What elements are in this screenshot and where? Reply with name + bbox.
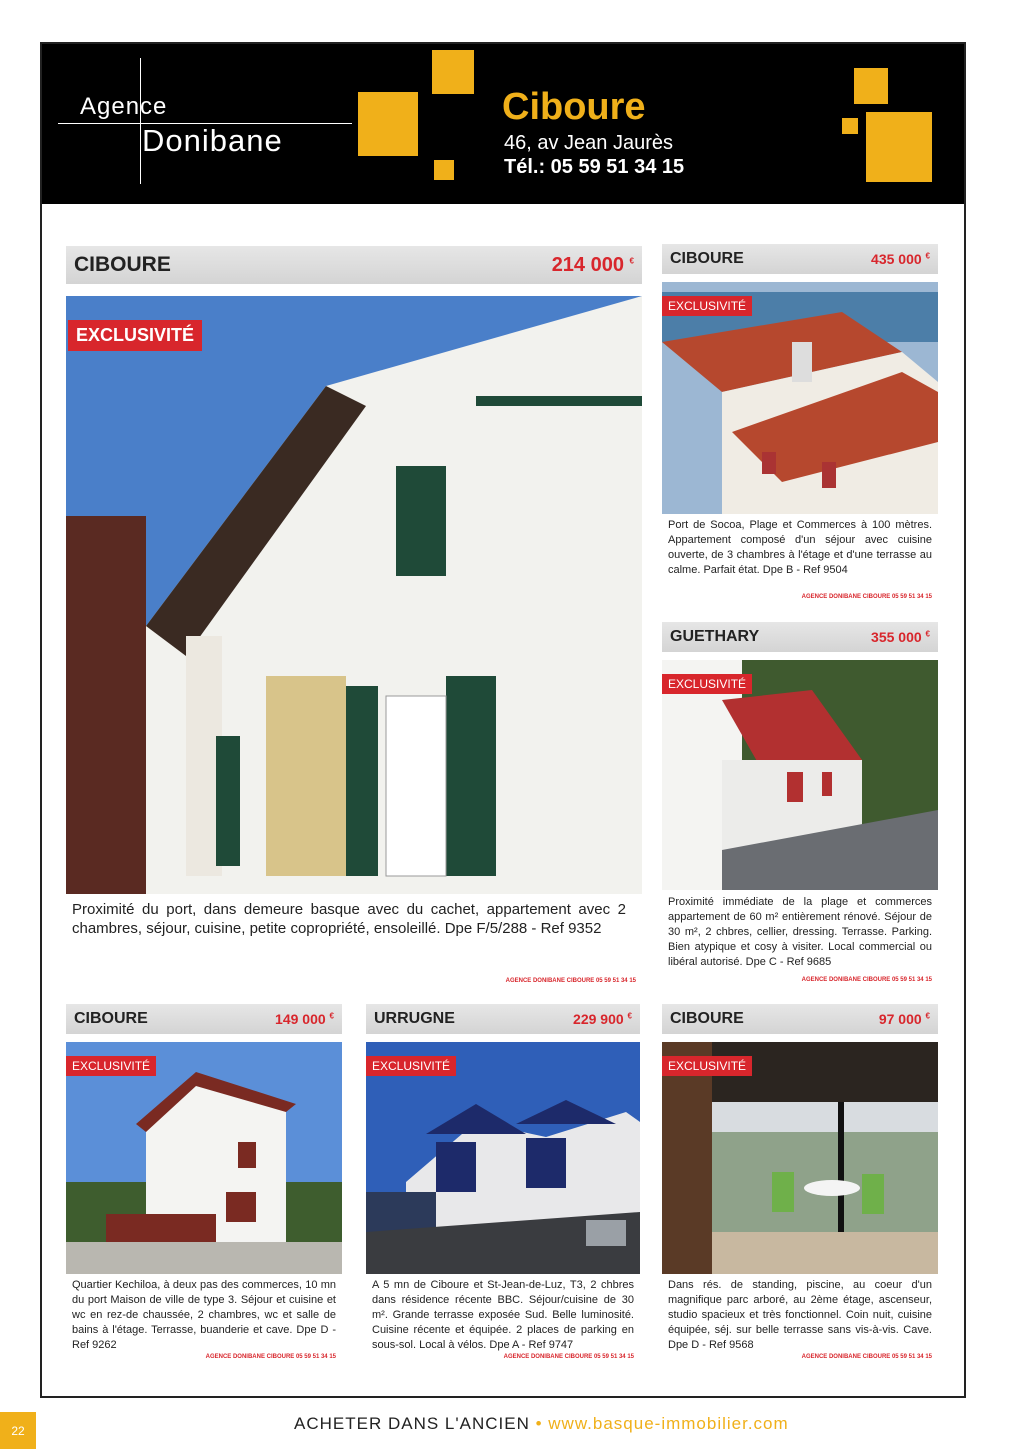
listing-city: GUETHARY <box>670 628 760 645</box>
agency-credit: AGENCE DONIBANE CIBOURE 05 59 51 34 15 <box>505 978 636 984</box>
listing-header <box>662 1004 938 1034</box>
logo-square <box>432 50 474 94</box>
listing-description: Port de Socoa, Plage et Commerces à 100 mètres. Appartement composé d'un séjour avec cuisine ouverte, de 3 chambres à l'étage et d'une terrasse au calme. Parfait état. Dpe B - Ref 9504 <box>668 519 932 576</box>
listing-description: Quartier Kechiloa, à deux pas des commerces, 10 mn du port Maison de ville de type 3. Séjour et cuisine et wc en rez-de chaussée, 2 chambres, wc et salle de bains à l'étage. Terrasse, buanderie et cave. Dpe D - Ref 9262 <box>72 1279 336 1351</box>
logo-square <box>842 118 858 134</box>
listing-header <box>366 1004 640 1034</box>
exclusive-badge: EXCLUSIVITÉ <box>662 674 752 694</box>
listing-header <box>662 622 938 652</box>
exclusive-badge: EXCLUSIVITÉ <box>66 1056 156 1076</box>
listing-description: Proximité immédiate de la plage et commerces appartement de 60 m² entièrement rénové. Séjour de 30 m², 2 chbres, cellier, dressing. Terrasse. Parking. Bien atypique et cosy à visiter. Local commercial ou libéral autorisé. Dpe C - Ref 9685 <box>668 896 932 968</box>
exclusive-badge: EXCLUSIVITÉ <box>662 296 752 316</box>
footer-website-link[interactable]: www.basque-immobilier.com <box>548 1414 789 1433</box>
header-phone: Tél.: 05 59 51 34 15 <box>504 156 685 178</box>
property-photo[interactable] <box>66 296 642 894</box>
listing-price: 149 000 € <box>275 1011 334 1027</box>
listing-description: Dans rés. de standing, piscine, au coeur d'un magnifique parc arboré, au 2ème étage, ascenseur, studio spacieux et très fonctionnel. Coin nuit, cuisine équipée, séj. sur belle terrasse sans vis-à-vis. Cave. Dpe D - Ref 9568 <box>668 1279 932 1351</box>
exclusive-badge: EXCLUSIVITÉ <box>68 320 202 351</box>
listing-price: 214 000 € <box>551 253 634 276</box>
logo-text-donibane: Donibane <box>142 123 283 158</box>
property-photo[interactable] <box>662 660 938 890</box>
agency-credit: AGENCE DONIBANE CIBOURE 05 59 51 34 15 <box>205 1354 336 1360</box>
property-photo[interactable] <box>66 1042 342 1274</box>
agency-credit: AGENCE DONIBANE CIBOURE 05 59 51 34 15 <box>801 1354 932 1360</box>
listing-description: Proximité du port, dans demeure basque avec du cachet, appartement avec 2 chambres, séjour, cuisine, petite copropriété, ensoleillé. Dpe F/5/288 - Ref 9352 <box>72 901 626 937</box>
listing-price: 435 000 € <box>871 251 930 267</box>
listing-city: CIBOURE <box>670 1010 744 1027</box>
logo-divider <box>140 58 141 184</box>
header-address: 46, av Jean Jaurès <box>504 132 673 154</box>
listing-price: 97 000 € <box>878 1011 930 1027</box>
property-photo[interactable] <box>366 1042 640 1274</box>
agency-credit: AGENCE DONIBANE CIBOURE 05 59 51 34 15 <box>801 977 932 983</box>
listing-city: CIBOURE <box>74 1010 148 1027</box>
listing-city: URRUGNE <box>374 1010 455 1027</box>
logo-square <box>434 160 454 180</box>
footer-bullet: • <box>535 1414 543 1433</box>
logo-square <box>866 112 932 182</box>
exclusive-badge: EXCLUSIVITÉ <box>366 1056 456 1076</box>
exclusive-badge: EXCLUSIVITÉ <box>662 1056 752 1076</box>
logo-square <box>358 92 418 156</box>
listing-city: CIBOURE <box>670 250 744 267</box>
page-number: 22 <box>0 1412 36 1449</box>
agency-credit: AGENCE DONIBANE CIBOURE 05 59 51 34 15 <box>801 594 932 600</box>
listing-price: 355 000 € <box>871 629 930 645</box>
listing-city: CIBOURE <box>74 253 171 276</box>
listing-header <box>662 244 938 274</box>
property-photo[interactable] <box>662 1042 938 1274</box>
logo-text-agence: Agence <box>80 93 168 120</box>
footer <box>294 1414 789 1434</box>
listing-header <box>66 1004 342 1034</box>
listing-description: A 5 mn de Ciboure et St-Jean-de-Luz, T3, 2 chbres dans résidence récente BBC. Séjour/cuisine de 30 m². Grande terrasse exposée Sud. Belle luminosité. Cuisine récente et équipée. 2 places de parking en sous-sol. Local à vélos. Dpe A - Ref 9747 <box>372 1279 634 1351</box>
listing-header <box>66 246 642 284</box>
footer-title: ACHETER DANS L'ANCIEN <box>294 1414 530 1433</box>
agency-credit: AGENCE DONIBANE CIBOURE 05 59 51 34 15 <box>503 1354 634 1360</box>
property-photo[interactable] <box>662 282 938 514</box>
listing-price: 229 900 € <box>573 1011 632 1027</box>
header-city: Ciboure <box>502 86 646 128</box>
logo-square <box>854 68 888 104</box>
